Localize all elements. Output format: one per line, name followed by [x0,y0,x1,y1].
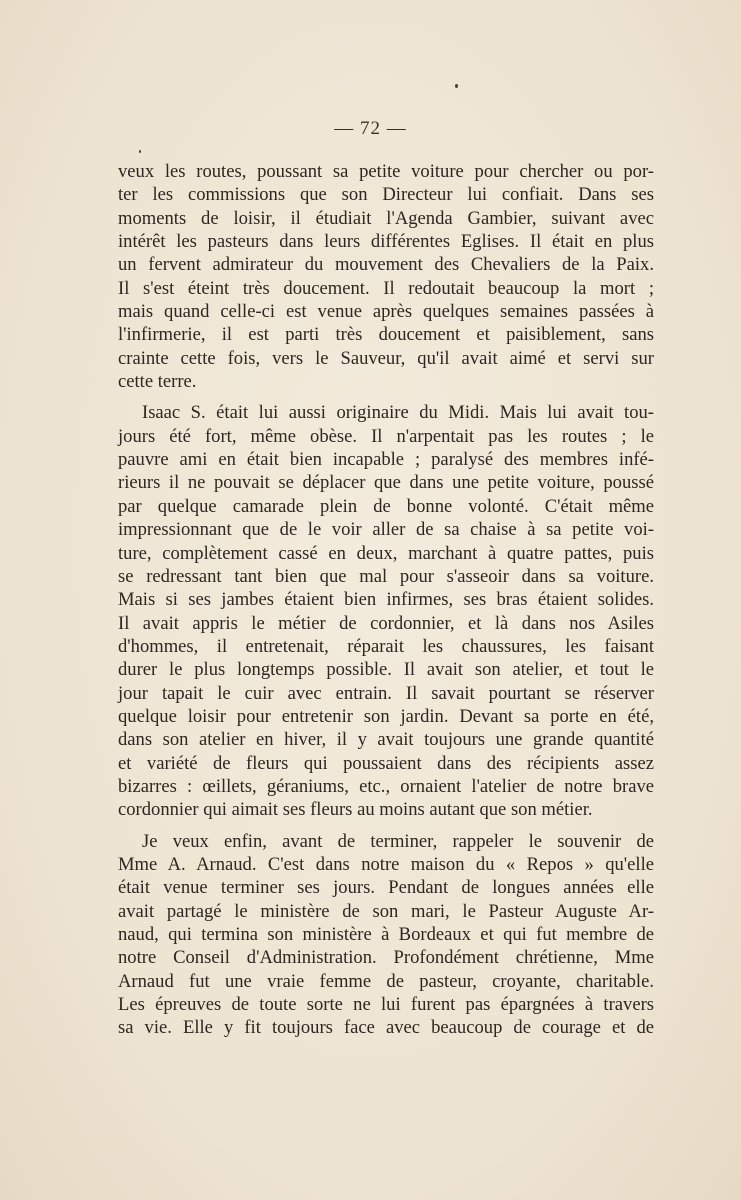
text-line: dans son atelier en hiver, il y avait toujours une grande quantité [118,729,654,751]
ink-speck [139,150,141,153]
text-line: l'infirmerie, il est parti très doucement et paisiblement, sans [118,324,654,346]
text-line: cette terre. [118,371,197,393]
paragraph-3 [118,830,654,1040]
text-line: veux les routes, poussant sa petite voiture pour chercher ou por- [118,161,654,182]
text-line: Il avait appris le métier de cordonnier, et là dans nos Asiles [118,612,654,634]
text-line: pauvre ami en était bien incapable ; paralysé des membres infé- [118,449,654,471]
text-line: mais quand celle-ci est venue après quelques semaines passées à [118,301,654,323]
text-line: rieurs il ne pouvait se déplacer que dans une petite voiture, poussé [118,472,654,494]
text-line: Arnaud fut une vraie femme de pasteur, croyante, charitable. [118,970,654,992]
text-line: par quelque camarade plein de bonne volonté. C'était même [118,495,654,517]
text-line: moments de loisir, il étudiait l'Agenda Gambier, suivant avec [118,207,654,229]
text-line: ture, complètement cassé en deux, marchant à quatre pattes, puis [118,542,654,564]
text-line: était venue terminer ses jours. Pendant de longues années elle [118,877,654,899]
text-line: ter les commissions que son Directeur lui confiait. Dans ses [118,184,654,206]
text-line: Isaac S. était lui aussi originaire du Midi. Mais lui avait tou- [142,402,654,424]
text-line: impressionnant que de le voir aller de sa chaise à sa petite voi- [118,519,654,541]
text-line: jour tapait le cuir avec entrain. Il savait pourtant se réserver [118,682,654,704]
text-line: notre Conseil d'Administration. Profondément chrétienne, Mme [118,947,654,969]
text-line: d'hommes, il entretenait, réparait les chaussures, les faisant [118,635,654,657]
text-line: jours été fort, même obèse. Il n'arpentait pas les routes ; le [118,425,654,447]
text-line: durer le plus longtemps possible. Il avait son atelier, et tout le [118,659,654,681]
text-line: Il s'est éteint très doucement. Il redoutait beaucoup la mort ; [118,277,654,299]
text-line: Mais si ses jambes étaient bien infirmes, ses bras étaient solides. [118,589,654,611]
text-line: intérêt les pasteurs dans leurs différentes Eglises. Il était en plus [118,231,654,253]
text-line: Je veux enfin, avant de terminer, rappeler le souvenir de [142,830,654,852]
text-line: Mme A. Arnaud. C'est dans notre maison du « Repos » qu'elle [118,853,654,875]
body-text [118,160,654,1040]
paragraph-1 [118,160,654,393]
text-line: bizarres : œillets, géraniums, etc., ornaient l'atelier de notre brave [118,775,654,797]
text-line: cordonnier qui aimait ses fleurs au moins autant que son métier. [118,799,593,821]
page-number: — 72 — [334,118,407,139]
paragraph-2 [118,401,654,821]
text-line: et variété de fleurs qui poussaient dans des récipients assez [118,752,654,774]
text-line: un fervent admirateur du mouvement des Chevaliers de la Paix. [118,254,654,276]
text-line: crainte cette fois, vers le Sauveur, qu'il avait aimé et servi sur [118,347,654,369]
text-line: Les épreuves de toute sorte ne lui furent pas épargnées à travers [118,994,654,1016]
text-line: naud, qui termina son ministère à Bordeaux et qui fut membre de [118,924,654,945]
text-line: se redressant tant bien que mal pour s'asseoir dans sa voiture. [118,565,654,587]
ink-speck [455,84,458,88]
text-line: sa vie. Elle y fit toujours face avec beaucoup de courage et de [118,1017,654,1039]
text-line: quelque loisir pour entretenir son jardin. Devant sa porte en été, [118,705,654,727]
text-line: avait partagé le ministère de son mari, le Pasteur Auguste Ar- [118,900,654,922]
